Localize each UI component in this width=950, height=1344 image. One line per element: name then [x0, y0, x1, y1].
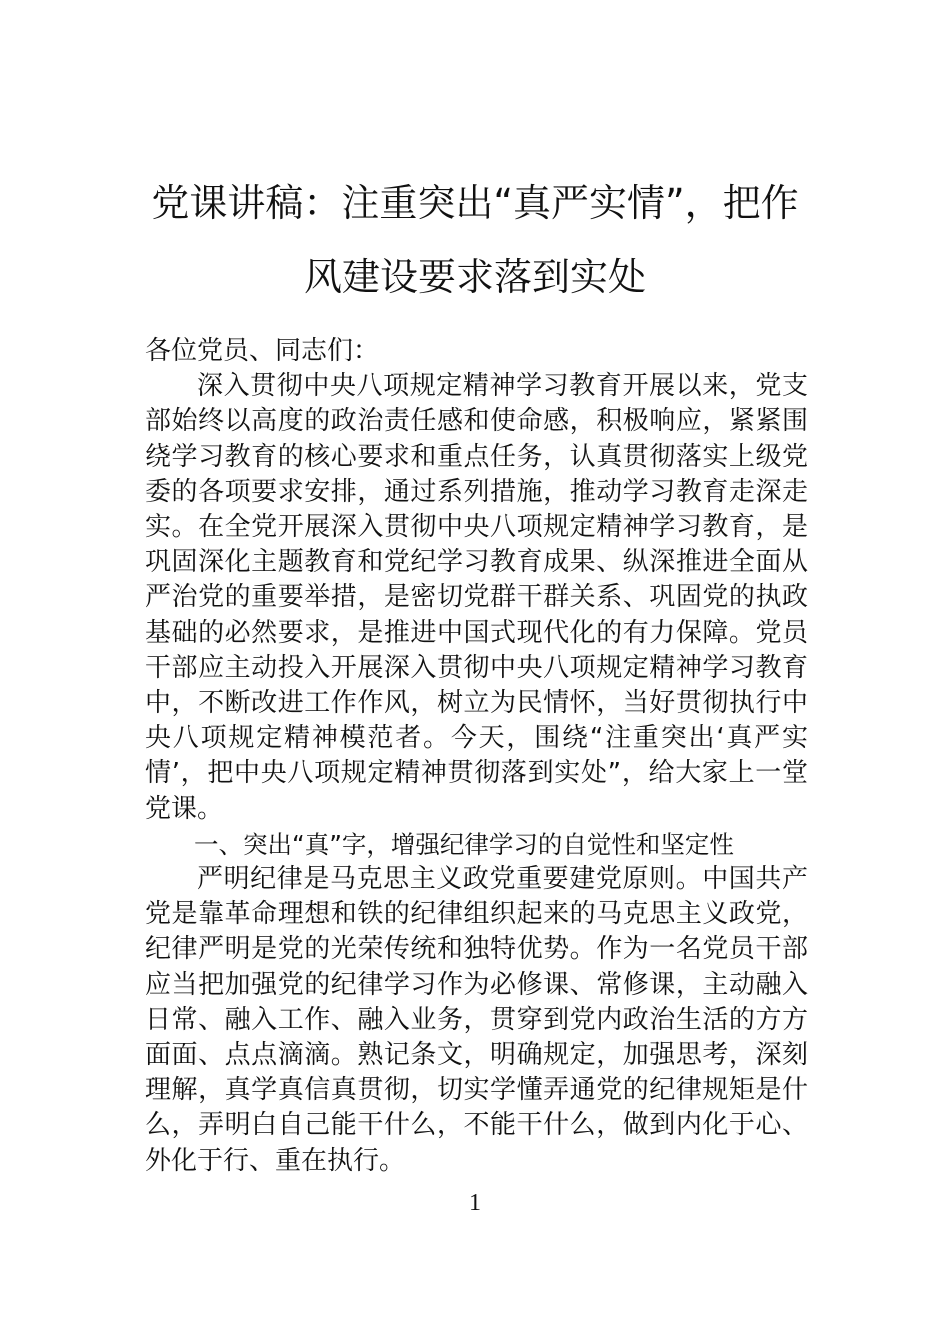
document-title [145, 166, 805, 314]
section-1-heading: 一、突出“真”字，增强纪律学习的自觉性和坚定性 [194, 829, 734, 859]
document-body [145, 334, 808, 1179]
intro-paragraph: 深入贯彻中央八项规定精神学习教育开展以来，党支部始终以高度的政治责任感和使命感，积极响应，紧紧围绕学习教育的核心要求和重点任务，认真贯彻落实上级党委的各项要求安排，通过系列措施，推动学习教育走深走实。在全党开展深入贯彻中央八项规定精神学习教育，是巩固深化主题教育和党纪学习教育成果、纵深推进全面从严治党的重要举措，是密切党群干群关系、巩固党的执政基础的必然要求，是推进中国式现代化的有力保障。党员干部应主动投入开展深入贯彻中央八项规定精神学习教育中，不断改进工作作风，树立为民情怀，当好贯彻执行中央八项规定精神模范者。今天，围绕“注重突出‘真严实情’，把中央八项规定精神贯彻落到实处”，给大家上一堂党课。 [145, 371, 808, 824]
title-line-2: 风建设要求落到实处 [303, 255, 646, 299]
title-line-1: 党课讲稿：注重突出“真严实情”，把作 [151, 181, 799, 225]
section-1-paragraph: 严明纪律是马克思主义政党重要建党原则。中国共产党是靠革命理想和铁的纪律组织起来的马克思主义政党，纪律严明是党的光荣传统和独特优势。作为一名党员干部应当把加强党的纪律学习作为必修课、常修课，主动融入日常、融入工作、融入业务，贯穿到党内政治生活的方方面面、点点滴滴。熟记条文，明确规定，加强思考，深刻理解，真学真信真贯彻，切实学懂弄通党的纪律规矩是什么，弄明白自己能干什么，不能干什么，做到内化于心、外化于行、重在执行。 [145, 864, 808, 1176]
salutation: 各位党员、同志们： [145, 336, 380, 366]
page-number: 1 [469, 1190, 481, 1216]
